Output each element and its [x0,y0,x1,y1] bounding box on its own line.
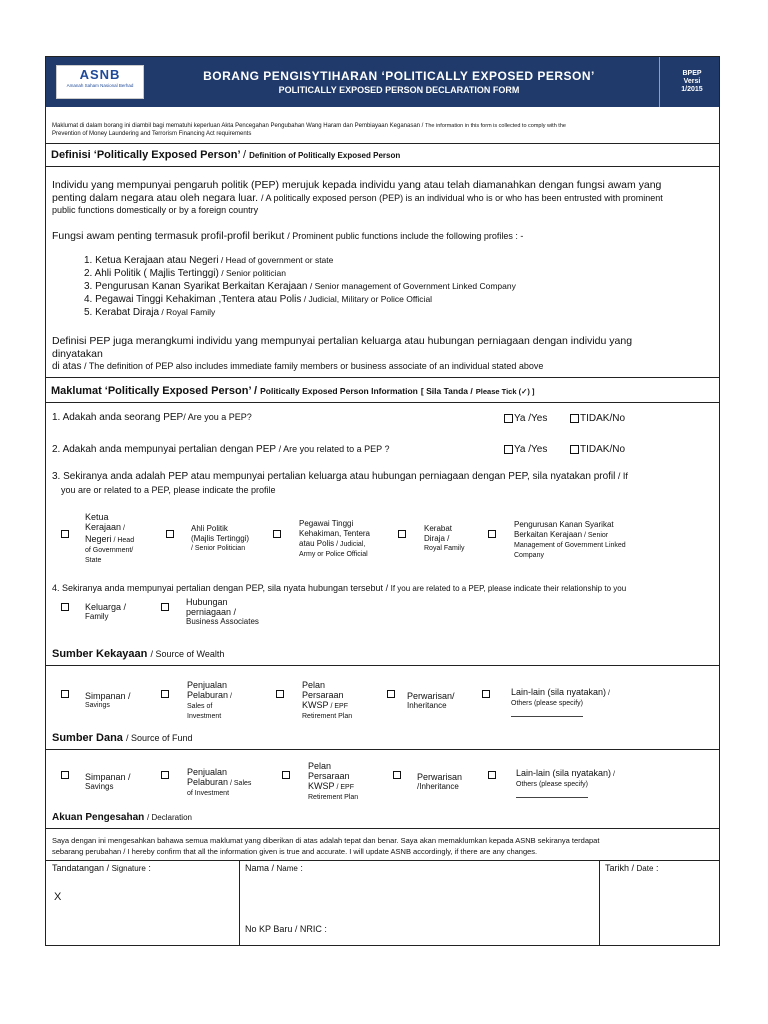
divider [46,665,719,666]
divider [46,828,719,829]
wealth-epf-checkbox[interactable] [276,690,284,698]
definition-heading-ms: Definisi ‘Politically Exposed Person’ [51,149,240,161]
label-line: Berkaitan Kerajaan [514,530,583,539]
list-item-en: Head of government or state [225,255,334,265]
label-line: Senior [587,532,609,539]
q2-en: Are you related to a PEP ? [283,444,390,454]
list-item-en: Senior management of Government Linked Company [314,281,516,291]
form-frame [45,56,720,946]
profile-head-gov-label: Ketua Kerajaan / Negeri / Head of Government/ State [85,512,135,564]
form-header [46,57,719,107]
header-divider [659,57,660,107]
wealth-others-checkbox[interactable] [482,690,490,698]
label-line: Senior Politician [194,545,246,552]
label-line: Diraja [424,534,445,543]
label-line: Keluarga [85,602,122,612]
label-line: Sales [233,780,252,787]
tick-instruction-ms: [ Sila Tanda / [420,386,473,396]
label-line: KWSP [302,700,329,710]
q2-ms: 2. Adakah anda mempunyai pertalian dengan PEP [52,444,277,455]
nric-label: No KP Baru / NRIC : [245,924,327,934]
label-line: Simpanan [85,772,126,782]
wealth-others-input[interactable] [511,716,583,718]
q3-en-1: If [622,471,628,481]
label-line: Savings [85,702,110,709]
question-2: 2. Adakah anda mempunyai pertalian dengan PEP / Are you related to a PEP ? [52,444,390,455]
wealth-sales-checkbox[interactable] [161,690,169,698]
name-label-ms: Nama [245,863,270,873]
list-item-en: Senior politician [225,268,286,278]
relationship-family-checkbox[interactable] [61,603,69,611]
definition-heading: Definisi ‘Politically Exposed Person’ / Definition of Politically Exposed Person [51,149,401,161]
date-label-en: Date [636,864,654,873]
signature-label-ms: Tandatangan [52,863,105,873]
label-line: Sales of [187,703,213,710]
wealth-others-label: Lain-lain (sila nyatakan) / Others (please specify) [511,687,610,707]
def-p1-line1: Individu yang mempunyai pengaruh politik (PEP) merujuk kepada individu yang atau telah diamanahkan dengan fungsi awam yang [52,179,662,191]
fund-sales-checkbox[interactable] [161,771,169,779]
label-line: Others (please specify) [511,700,583,707]
label-line: Pelan [308,761,332,771]
q3-ms: 3. Sekiranya anda adalah PEP atau mempunyai pertalian keluarga atau hubungan perniagaan dengan PEP, sila nyatakan profil [52,471,616,482]
divider [46,402,719,403]
fund-others-label: Lain-lain (sila nyatakan) / Others (please specify) [516,768,615,788]
label-line: Army or Police Official [299,551,368,558]
def-p1-ms: penting dalam negara atau oleh negara luar. [52,192,259,204]
declaration-heading-ms: Akuan Pengesahan [52,812,145,823]
label-line: Family [85,612,109,621]
fund-savings-checkbox[interactable] [61,771,69,779]
form-code [668,70,716,94]
profile-list-item: 2. Ahli Politik ( Majlis Tertinggi) / Senior politician [84,268,286,279]
fund-epf-checkbox[interactable] [282,771,290,779]
name-field[interactable] [242,875,596,915]
name-label-en: Name [276,864,298,873]
label-line: Ahli Politik [191,524,228,533]
def-p3-line3: di atas / The definition of PEP also includes immediate family members or business associate of an individual stated above [52,361,544,372]
def-p3-line1: Definisi PEP juga merangkumi individu yang mempunyai pertalian keluarga atau hubungan perniagaan dengan individu yang [52,335,633,347]
info-heading: Maklumat ‘Politically Exposed Person’ / Politically Exposed Person Information [ Sila Tanda / Please Tick (✓) ] [51,385,535,397]
divider [46,749,719,750]
wealth-heading-ms: Sumber Kekayaan [52,648,148,660]
profile-list-item: 3. Pengurusan Kanan Syarikat Berkaitan Kerajaan / Senior management of Government Linked Company [84,281,516,292]
wealth-epf-label: Pelan Persaraan KWSP / EPF Retirement Plan [302,680,353,720]
label-line: Penjualan [187,767,228,777]
signature-label: Tandatangan / Signature : [52,863,151,873]
def-p1-line2: penting dalam negara atau oleh negara luar. / A politically exposed person (PEP) is an individual who is or who has been entrusted with prominent [52,192,663,204]
label-line: Negeri [85,534,112,544]
list-item-en: Judicial, Military or Police Official [308,294,433,304]
label-line: Kerajaan [85,522,122,532]
profile-glc-checkbox[interactable] [488,530,496,538]
fund-savings-label: Simpanan / Savings [85,772,131,791]
label-line: Inheritance [407,701,447,710]
fund-heading: Sumber Dana / Source of Fund [52,732,193,744]
label-line: Perwarisan [417,772,463,782]
label-line: Company [514,552,544,559]
q2-yes-label: Ya /Yes [514,444,548,455]
label-line: Retirement Plan [308,794,359,801]
list-item-en: Royal Family [166,307,216,317]
label-line: atau Polis [299,539,335,548]
label-line: EPF [334,703,348,710]
declaration-line-2: sebarang perubahan / I hereby confirm that all the information given is true and accurate. I will update ASNB accordingly, if there are any changes. [52,847,538,856]
label-line: Hubungan [186,597,228,607]
profile-head-gov-checkbox[interactable] [61,530,69,538]
form-title: BORANG PENGISYTIHARAN ‘POLITICALLY EXPOSED PERSON’ [203,69,595,83]
list-item-ms: 5. Kerabat Diraja [84,307,160,318]
wealth-heading-en: Source of Wealth [155,649,225,659]
fund-sales-label: Penjualan Pelaburan / Sales of Investment [187,767,252,797]
signature-mark: X [54,891,62,903]
q2-no-label: TIDAK/No [580,444,626,455]
label-line: Management of Government Linked [514,542,626,549]
label-line: Persaraan [302,690,344,700]
date-field[interactable] [602,875,716,943]
wealth-savings-checkbox[interactable] [61,690,69,698]
divider [46,166,719,167]
def-p3-en: The definition of PEP also includes immediate family members or business associate of an individual stated above [88,361,544,371]
divider [239,860,240,946]
label-line: Retirement Plan [302,713,353,720]
label-line: Head [117,537,135,544]
profile-politician-label: Ahli Politik (Majlis Tertinggi) / Senior Politician [191,524,250,552]
signature-label-en: Signature [111,864,146,873]
q1-en: Are you a PEP? [187,412,252,422]
list-item-ms: 3. Pengurusan Kanan Syarikat Berkaitan Kerajaan [84,281,308,292]
wealth-inheritance-label: Perwarisan/ Inheritance [407,691,455,710]
q2-yes-checkbox[interactable] [504,445,513,454]
fund-epf-label: Pelan Persaraan KWSP / EPF Retirement Plan [308,761,359,801]
label-line: KWSP [308,781,335,791]
profile-list-item: 4. Pegawai Tinggi Kehakiman ,Tentera atau Polis / Judicial, Military or Police Official [84,294,433,305]
label-line: Pengurusan Kanan Syarikat [514,520,614,529]
declaration-heading: Akuan Pengesahan / Declaration [52,812,192,823]
fund-inheritance-checkbox[interactable] [393,771,401,779]
label-line: of Government/ [85,547,134,554]
intro-ms: Maklumat di dalam borang ini diambil bagi mematuhi keperluan Akta Pencegahan Pengubahan Wang Haram dan Pembiayaan Keganasan / [52,123,424,129]
def-p2: Fungsi awam penting termasuk profil-profil berikut / Prominent public functions include the following profiles : - [52,230,524,242]
signature-field[interactable] [48,877,236,943]
label-line: Pegawai Tinggi [299,519,354,528]
q1-no-label: TIDAK/No [580,413,626,424]
label-line: Kerabat [424,524,453,533]
profile-royal-checkbox[interactable] [398,530,406,538]
relationship-business-checkbox[interactable] [161,603,169,611]
declaration-heading-en: Declaration [151,813,192,822]
fund-inheritance-label: Perwarisan /Inheritance [417,772,463,791]
label-line: Perwarisan [407,691,453,701]
name-label: Nama / Name : [245,863,303,873]
form-code-3: 1/2015 [681,86,703,93]
label-line: Kehakiman, Tentera [299,529,371,538]
q1-yes-checkbox[interactable] [504,414,513,423]
label-line: Pelan [302,680,326,690]
label-line: Judicial, [339,541,366,548]
logo-subtitle: Amanah Saham Nasional Berhad [66,83,134,88]
date-label: Tarikh / Date : [605,863,659,873]
list-item-ms: 2. Ahli Politik ( Majlis Tertinggi) [84,268,219,279]
definition-heading-en: Definition of Politically Exposed Person [249,151,401,160]
q3-en-2: you are or related to a PEP, please indicate the profile [61,485,276,495]
label-line: EPF [340,784,354,791]
label-line: Ketua [85,512,109,522]
def-p3-line2: dinyatakan [52,348,103,360]
divider [599,860,600,946]
q1-no-checkbox[interactable] [570,414,579,423]
wealth-inheritance-checkbox[interactable] [387,690,395,698]
fund-heading-ms: Sumber Dana [52,732,123,744]
def-p1-en: A politically exposed person (PEP) is an individual who is or who has been entrusted with prominent [265,193,663,203]
label-line: Lain-lain (sila nyatakan) [511,687,607,697]
profile-glc-label: Pengurusan Kanan Syarikat Berkaitan Kerajaan / Senior Management of Government Linked Company [514,520,626,559]
q4-en: If you are related to a PEP, please indicate their relationship to you [390,584,627,593]
label-line: Persaraan [308,771,350,781]
question-4 [52,583,626,593]
relationship-family-label: Keluarga / Family [85,602,127,621]
form-code-1: BPEP [682,70,702,77]
date-label-ms: Tarikh [605,863,630,873]
def-p2-ms: Fungsi awam penting termasuk profil-profil berikut [52,230,285,242]
form-subtitle: POLITICALLY EXPOSED PERSON DECLARATION FORM [278,85,520,95]
relationship-business-label: Hubungan perniagaan / Business Associates [186,597,259,626]
wealth-sales-label: Penjualan Pelaburan / Sales of Investment [187,680,232,720]
asnb-logo [56,65,144,99]
label-line: Inheritance [419,782,459,791]
def-p3-ms: di atas [52,361,82,372]
label-line: Pelaburan [187,690,229,700]
label-line: Pelaburan [187,777,229,787]
label-line: Savings [85,782,114,791]
info-heading-ms: Maklumat ‘Politically Exposed Person’ [51,385,251,397]
def-p2-en: Prominent public functions include the following profiles : - [292,231,524,241]
label-line: Royal Family [424,545,465,552]
label-line: Business Associates [186,617,259,626]
label-line: Others (please specify) [516,781,588,788]
declaration-line-1: Saya dengan ini mengesahkan bahawa semua maklumat yang diberikan di atas adalah tepat dan benar. Saya akan memaklumkan kepada ASNB sekiranya terdapat [52,836,600,845]
profile-judicial-label: Pegawai Tinggi Kehakiman, Tentera atau Polis / Judicial, Army or Police Official [299,519,371,558]
profile-list-item: 1. Ketua Kerajaan atau Negeri / Head of government or state [84,255,334,266]
q4-ms: 4. Sekiranya anda mempunyai pertalian dengan PEP, sila nyata hubungan tersebut / [52,583,389,593]
label-line: (Majlis Tertinggi) [191,534,250,543]
label-line: of Investment [187,790,230,797]
label-line: State [85,557,102,564]
label-line: Penjualan [187,680,228,690]
nric-field[interactable] [336,919,594,941]
fund-others-input[interactable] [516,797,588,799]
profile-judicial-checkbox[interactable] [273,530,281,538]
profile-royal-label: Kerabat Diraja / Royal Family [424,524,465,552]
label-line: Simpanan [85,691,126,701]
q2-no-checkbox[interactable] [570,445,579,454]
list-item-ms: 4. Pegawai Tinggi Kehakiman ,Tentera atau Polis [84,294,302,305]
info-heading-en: Politically Exposed Person Information [260,386,418,396]
intro-line-1 [52,123,566,129]
label-line: Lain-lain (sila nyatakan) [516,768,612,778]
profile-list-item: 5. Kerabat Diraja / Royal Family [84,307,216,318]
q1-yes-label: Ya /Yes [514,413,548,424]
logo-text: ASNB [79,67,121,82]
tick-instruction-en: Please Tick (✓) ] [475,387,535,396]
profile-politician-checkbox[interactable] [166,530,174,538]
intro-en: The information in this form is collected to comply with the [425,123,566,129]
question-3: 3. Sekiranya anda adalah PEP atau mempunyai pertalian keluarga atau hubungan perniagaan dengan PEP, sila nyatakan profil / If [52,471,628,482]
list-item-ms: 1. Ketua Kerajaan atau Negeri [84,255,219,266]
def-p1-line3: public functions domestically or by a foreign country [52,205,259,215]
fund-others-checkbox[interactable] [488,771,496,779]
wealth-heading: Sumber Kekayaan / Source of Wealth [52,648,225,660]
intro-line-2: Prevention of Money Laundering and Terrorism Financing Act requirements [52,131,252,137]
divider [46,860,719,861]
fund-heading-en: Source of Fund [131,733,193,743]
label-line: Investment [187,713,222,720]
divider [46,377,719,378]
question-1: 1. Adakah anda seorang PEP/ Are you a PEP? [52,412,252,423]
q1-ms: 1. Adakah anda seorang PEP [52,412,184,423]
form-code-2: Versi [683,78,701,85]
wealth-savings-label: Simpanan / Savings [85,691,131,709]
label-line: perniagaan [186,607,232,617]
divider [46,143,719,144]
